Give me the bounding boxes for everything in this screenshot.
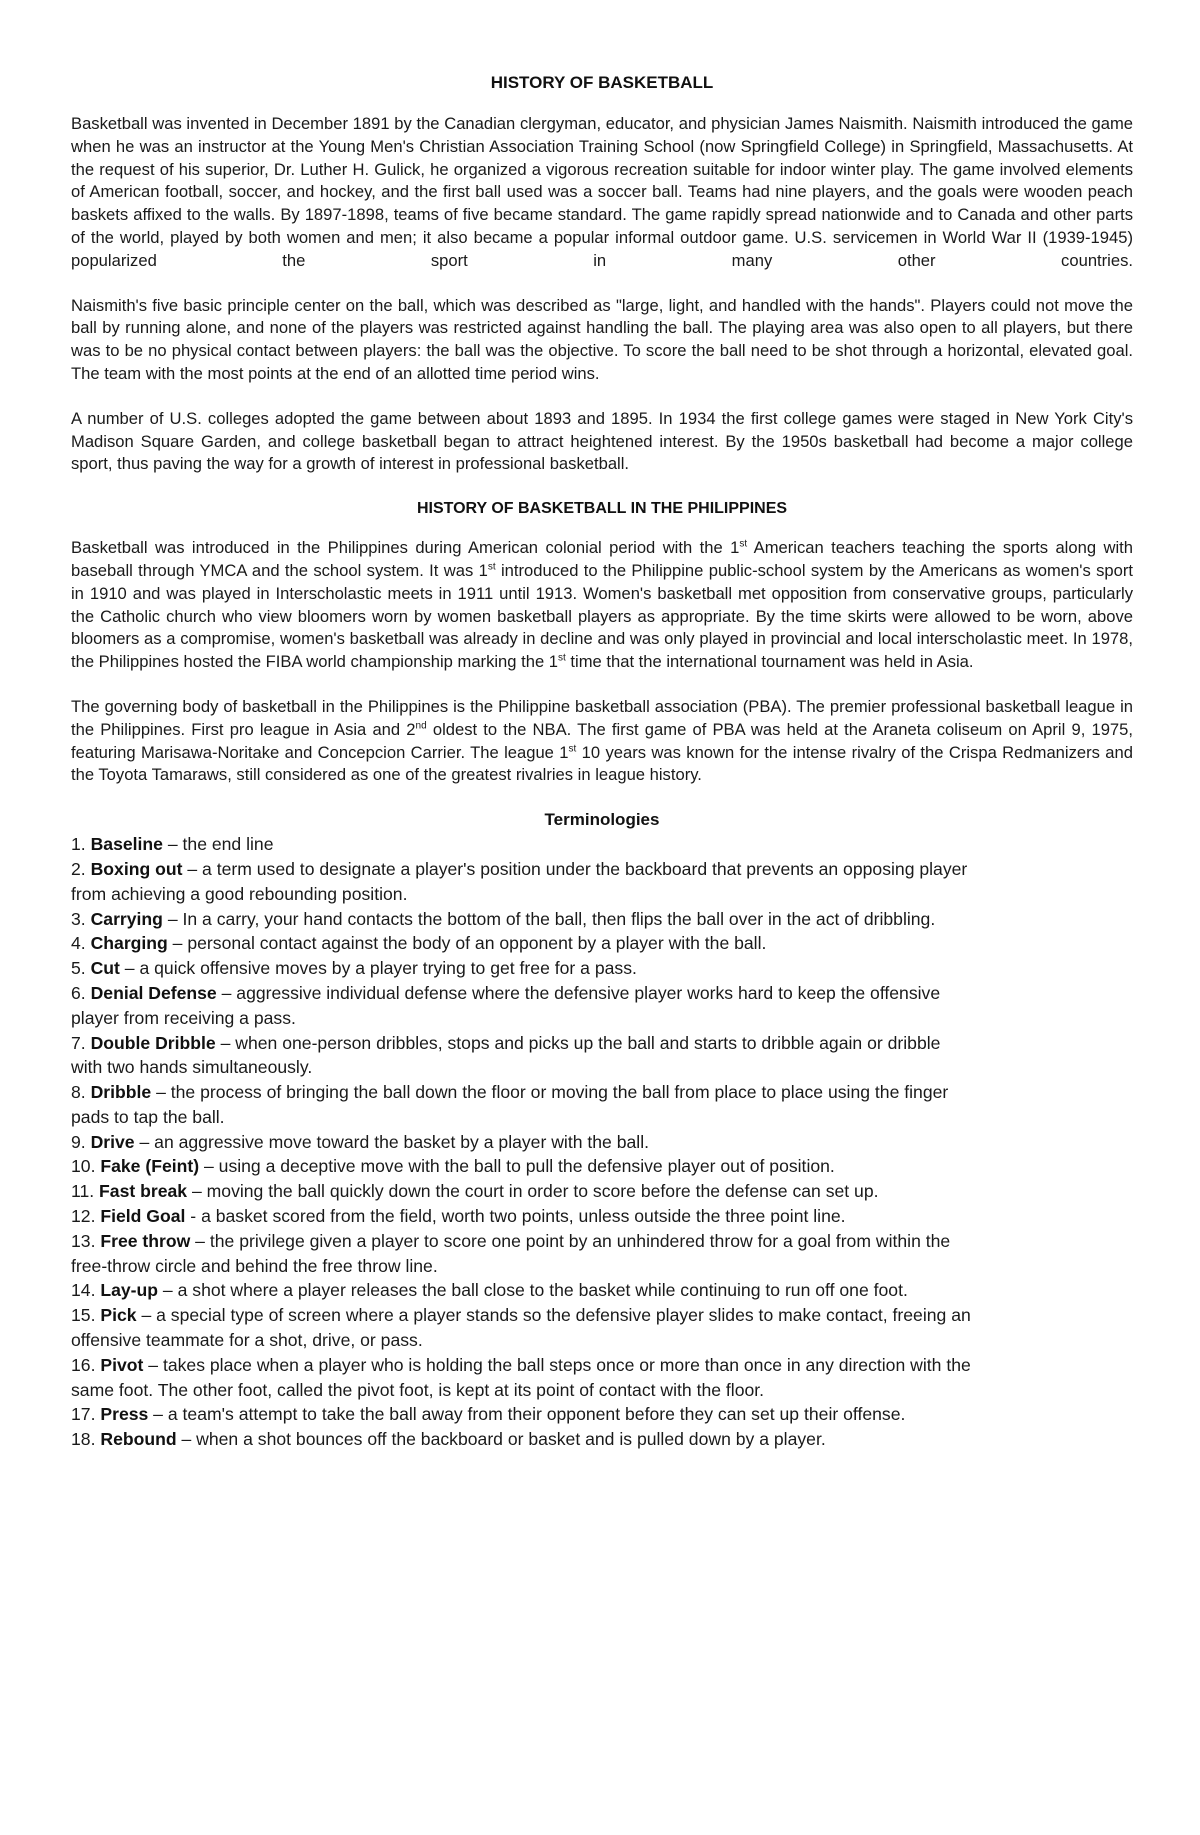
term-item — [71, 1130, 971, 1155]
term-separator: – — [190, 1230, 210, 1251]
term-name: Pick — [100, 1305, 137, 1326]
term-definition: a quick offensive moves by a player trying to get free for a pass. — [139, 958, 637, 979]
term-number: 13. — [71, 1230, 96, 1251]
term-name: Cut — [90, 958, 120, 979]
term-separator: – — [136, 1305, 157, 1326]
term-item — [71, 1229, 971, 1279]
term-definition: moving the ball quickly down the court in order to score before the defense can set up. — [206, 1181, 879, 1202]
term-item — [71, 1402, 971, 1427]
term-separator: - — [185, 1206, 202, 1227]
term-item — [71, 1080, 971, 1130]
term-number: 11. — [71, 1181, 95, 1202]
term-definition: the process of bringing the ball down the floor or moving the ball from place to place using the finger pads to tap the ball. — [71, 1082, 949, 1127]
term-name: Dribble — [90, 1082, 152, 1103]
term-separator: – — [216, 982, 237, 1003]
term-name: Free throw — [100, 1230, 191, 1251]
term-number: 10. — [71, 1156, 96, 1177]
term-number: 8. — [71, 1082, 86, 1103]
intro-paragraph-2: Naismith's five basic principle center on the ball, which was described as "large, light, and handled with the hands". Players could not move the ball by running alone, and none of the players was restricted against handling the ball. The playing area was also open to all players, but there was to be no physical contact between players: the ball was the objective. To score the ball need to be shot through a horizontal, elevated goal. The team with the most points at the end of an allotted time period wins. — [71, 295, 1133, 383]
term-separator: – — [158, 1280, 178, 1301]
intro-paragraph-3: A number of U.S. colleges adopted the game between about 1893 and 1895. In 1934 the first college games were staged in New York City's Madison Square Garden, and college basketball began to attract heightened interest. By the 1950s basketball had become a major college sport, thus paving the way for a growth of interest in professional basketball. — [71, 408, 1133, 474]
term-number: 6. — [71, 982, 86, 1003]
term-separator: – — [215, 1032, 236, 1053]
term-item — [71, 1204, 971, 1229]
term-item — [71, 1031, 971, 1081]
term-number: 14. — [71, 1280, 96, 1301]
term-number: 2. — [71, 858, 86, 879]
term-separator: – — [151, 1082, 171, 1103]
term-definition: aggressive individual defense where the defensive player works hard to keep the offensive player from receiving a pass. — [71, 982, 941, 1028]
term-definition: the privilege given a player to score one point by an unhindered throw for a goal from within the free-throw circle and behind the free throw line. — [71, 1230, 951, 1276]
term-number: 9. — [71, 1131, 86, 1152]
term-number: 15. — [71, 1305, 96, 1326]
term-item — [71, 931, 971, 956]
term-name: Rebound — [100, 1429, 177, 1450]
term-definition: takes place when a player who is holding the ball steps once or more than once in any direction with the same foot. The other foot, called the pivot foot, is kept at its point of contact with the floor. — [71, 1354, 971, 1400]
term-separator: – — [199, 1156, 219, 1177]
term-definition: a term used to designate a player's position under the backboard that prevents an opposing player from achieving a good rebounding position. — [71, 858, 968, 904]
term-number: 3. — [71, 908, 86, 929]
term-name: Baseline — [90, 834, 163, 855]
term-item — [71, 1353, 971, 1403]
term-item — [71, 1303, 971, 1353]
term-name: Fast break — [99, 1181, 188, 1202]
terminologies-list — [71, 832, 971, 1452]
intro-paragraph-1: Basketball was invented in December 1891 by the Canadian clergyman, educator, and physician James Naismith. Naismith introduced the game when he was an instructor at the Young Men's Christian Association Training School (now Springfield College) in Springfield, Massachusetts. At the request of his superior, Dr. Luther H. Gulick, he organized a vigorous recreation suitable for indoor winter play. The game involved elements of American football, soccer, and hockey, and the first ball used was a soccer ball. Teams had nine players, and the goals were wooden peach baskets affixed to the walls. By 1897-1898, teams of five became standard. The game rapidly spread nationwide and to Canada and other parts of the world, played by both women and men; it also became a popular informal outdoor game. U.S. servicemen in World War II (1939-1945) popularized the sport in many other countries. — [71, 114, 1133, 270]
term-definition: personal contact against the body of an opponent by a player with the ball. — [187, 933, 767, 954]
term-definition: a special type of screen where a player stands so the defensive player slides to make contact, freeing an offensive teammate for a shot, drive, or pass. — [71, 1305, 971, 1351]
term-name: Denial Defense — [90, 982, 217, 1003]
term-definition: a basket scored from the field, worth two points, unless outside the three point line. — [201, 1206, 846, 1227]
term-separator: – — [176, 1429, 197, 1450]
term-definition: a shot where a player releases the ball close to the basket while continuing to run off one foot. — [177, 1280, 908, 1301]
term-number: 18. — [71, 1429, 96, 1450]
term-name: Pivot — [100, 1354, 144, 1375]
term-definition: when a shot bounces off the backboard or basket and is pulled down by a player. — [196, 1429, 826, 1450]
term-number: 7. — [71, 1032, 86, 1053]
term-separator: – — [143, 1354, 163, 1375]
term-separator: – — [119, 958, 140, 979]
term-separator: – — [162, 908, 183, 929]
term-name: Fake (Feint) — [100, 1156, 200, 1177]
term-definition: using a deceptive move with the ball to pull the defensive player out of position. — [218, 1156, 835, 1177]
term-definition: an aggressive move toward the basket by a player with the ball. — [154, 1131, 650, 1152]
term-item — [71, 956, 971, 981]
term-item — [71, 907, 971, 932]
term-number: 1. — [71, 834, 86, 855]
document-page — [71, 72, 1133, 1452]
term-name: Drive — [90, 1131, 135, 1152]
term-name: Field Goal — [100, 1206, 186, 1227]
term-number: 17. — [71, 1404, 96, 1425]
term-item — [71, 857, 971, 907]
philippines-paragraph-2: The governing body of basketball in the Philippines is the Philippine basketball association (PBA). The premier professional basketball league in the Philippines. First pro league in Asia and 2nd oldest to the NBA. The first game of PBA was held at the Araneta coliseum on April 9, 1975, featuring Marisawa-Noritake and Concepcion Carrier. The league 1st 10 years was known for the intense rivalry of the Crispa Redmanizers and the Toyota Tamaraws, still considered as one of the greatest rivalries in league history. — [71, 696, 1133, 785]
term-number: 5. — [71, 958, 86, 979]
term-separator: – — [162, 834, 183, 855]
term-item — [71, 1427, 971, 1452]
term-number: 16. — [71, 1354, 96, 1375]
term-name: Carrying — [90, 908, 163, 929]
term-name: Charging — [90, 933, 168, 954]
term-definition: a team's attempt to take the ball away from their opponent before they can set up their offense. — [167, 1404, 906, 1425]
term-separator: – — [134, 1131, 155, 1152]
philippines-paragraph-1: Basketball was introduced in the Philippines during American colonial period with the 1st American teachers teaching the sports along with baseball through YMCA and the school system. It was 1st introduced to the Philippine public-school system by the Americans as women's sport in 1910 and was played in Interscholastic meets in 1911 until 1913. Women's basketball met opposition from conservative groups, particularly the Catholic church who view bloomers worn by women basketball players as appropriate. By the time skirts were allowed to be worn, above bloomers as a compromise, women's basketball was already in decline and was only played in provincial and local interscholastic meet. In 1978, the Philippines hosted the FIBA world championship marking the 1st time that the international tournament was held in Asia. — [71, 538, 1134, 672]
term-number: 4. — [71, 933, 86, 954]
term-item — [71, 1154, 971, 1179]
term-item — [71, 832, 971, 857]
terminologies-title: Terminologies — [544, 810, 660, 830]
term-separator: – — [182, 858, 203, 879]
term-definition: In a carry, your hand contacts the bottom of the ball, then flips the ball over in the act of dribbling. — [182, 908, 936, 929]
term-name: Press — [100, 1404, 149, 1425]
term-item — [71, 1278, 971, 1303]
term-name: Double Dribble — [90, 1032, 216, 1053]
term-definition: when one-person dribbles, stops and picks up the ball and starts to dribble again or dribble with two hands simultaneously. — [71, 1032, 941, 1078]
philippines-section-title: HISTORY OF BASKETBALL IN THE PHILIPPINES — [416, 500, 788, 518]
term-separator: – — [148, 1404, 168, 1425]
term-item — [71, 1179, 971, 1204]
term-separator: – — [187, 1181, 207, 1202]
term-definition: the end line — [182, 834, 274, 855]
term-item — [71, 981, 971, 1031]
term-number: 12. — [71, 1206, 96, 1227]
term-name: Lay-up — [100, 1280, 159, 1301]
term-name: Boxing out — [90, 858, 183, 879]
term-separator: – — [167, 933, 188, 954]
document-title: HISTORY OF BASKETBALL — [490, 73, 714, 92]
